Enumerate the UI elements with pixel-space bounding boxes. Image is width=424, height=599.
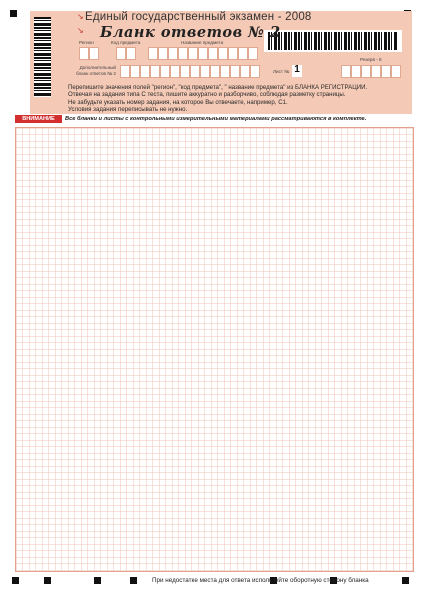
sheet-label: Лист № — [273, 69, 290, 74]
subject-name-field[interactable] — [188, 47, 198, 60]
additional-form-field[interactable] — [140, 65, 150, 78]
subject-name-field[interactable] — [218, 47, 228, 60]
warning-text: Все бланки и листы с контрольными измерительными материалами рассматриваются в комплекте. — [65, 116, 367, 122]
exam-title: Единый государственный экзамен - 2008 — [85, 11, 312, 23]
subject-code-field[interactable] — [126, 47, 136, 60]
reserve-label: Резерв - 8 — [360, 57, 382, 62]
vertical-barcode — [34, 17, 51, 97]
additional-form-field[interactable] — [230, 65, 240, 78]
additional-form-field[interactable] — [190, 65, 200, 78]
arrow-icon: ↘ — [77, 12, 84, 21]
alignment-mark-bottom-right — [402, 577, 409, 584]
reserve-field[interactable] — [341, 65, 351, 78]
alignment-mark-bottom-left — [12, 577, 19, 584]
additional-form-field[interactable] — [240, 65, 250, 78]
additional-form-field[interactable] — [220, 65, 230, 78]
form-barcode — [264, 30, 402, 52]
reserve-field[interactable] — [371, 65, 381, 78]
region-field[interactable] — [79, 47, 89, 60]
sheet-number: 1 — [294, 64, 300, 75]
reserve-field[interactable] — [391, 65, 401, 78]
reserve-field[interactable] — [361, 65, 371, 78]
subject-name-field[interactable] — [148, 47, 158, 60]
instruction-line: Перепишите значения полей "регион", "код предмета", " название предмета" из БЛАНКА РЕГИСТРАЦИИ. — [68, 84, 368, 91]
subject-name-label: Название предмета — [181, 40, 224, 45]
subject-name-field[interactable] — [178, 47, 188, 60]
subject-name-field[interactable] — [238, 47, 248, 60]
additional-form-field[interactable] — [180, 65, 190, 78]
footer-note: При недостатке места для ответа используйте оборотную сторону бланка — [152, 577, 369, 584]
warning-tag: ВНИМАНИЕ — [15, 115, 62, 123]
alignment-mark-bottom — [44, 577, 51, 584]
subject-name-field[interactable] — [168, 47, 178, 60]
additional-form-field[interactable] — [130, 65, 140, 78]
subject-name-field[interactable] — [248, 47, 258, 60]
form-title: Бланк ответов № 2 — [100, 24, 281, 41]
additional-form-label: Дополнительный бланк ответов № 2 — [76, 65, 116, 76]
additional-form-field[interactable] — [160, 65, 170, 78]
alignment-mark-bottom — [130, 577, 137, 584]
alignment-mark-top-left — [10, 10, 17, 17]
instructions — [68, 84, 367, 113]
additional-form-field[interactable] — [150, 65, 160, 78]
subject-name-field[interactable] — [228, 47, 238, 60]
answer-grid[interactable] — [15, 127, 414, 572]
subject-code-field[interactable] — [116, 47, 126, 60]
additional-form-field[interactable] — [200, 65, 210, 78]
subject-code-label: Код предмета — [111, 40, 141, 45]
additional-form-field[interactable] — [120, 65, 130, 78]
alignment-mark-bottom — [94, 577, 101, 584]
reserve-field[interactable] — [351, 65, 361, 78]
subject-name-field[interactable] — [198, 47, 208, 60]
additional-form-field[interactable] — [210, 65, 220, 78]
additional-form-field[interactable] — [170, 65, 180, 78]
arrow-icon: ↘ — [77, 26, 84, 35]
instruction-line: Не забудьте указать номер задания, на которое Вы отвечаете, например, С1. — [68, 98, 288, 106]
region-field[interactable] — [89, 47, 99, 60]
subject-name-field[interactable] — [158, 47, 168, 60]
additional-form-field[interactable] — [250, 65, 260, 78]
instruction-line: Отвечая на задания типа С теста, пишите аккуратно и разборчиво, соблюдая разметку страницы. — [68, 91, 346, 99]
region-label: Регион — [79, 40, 94, 45]
reserve-field[interactable] — [381, 65, 391, 78]
subject-name-field[interactable] — [208, 47, 218, 60]
instruction-line: Условия задания переписывать не нужно. — [68, 105, 188, 113]
